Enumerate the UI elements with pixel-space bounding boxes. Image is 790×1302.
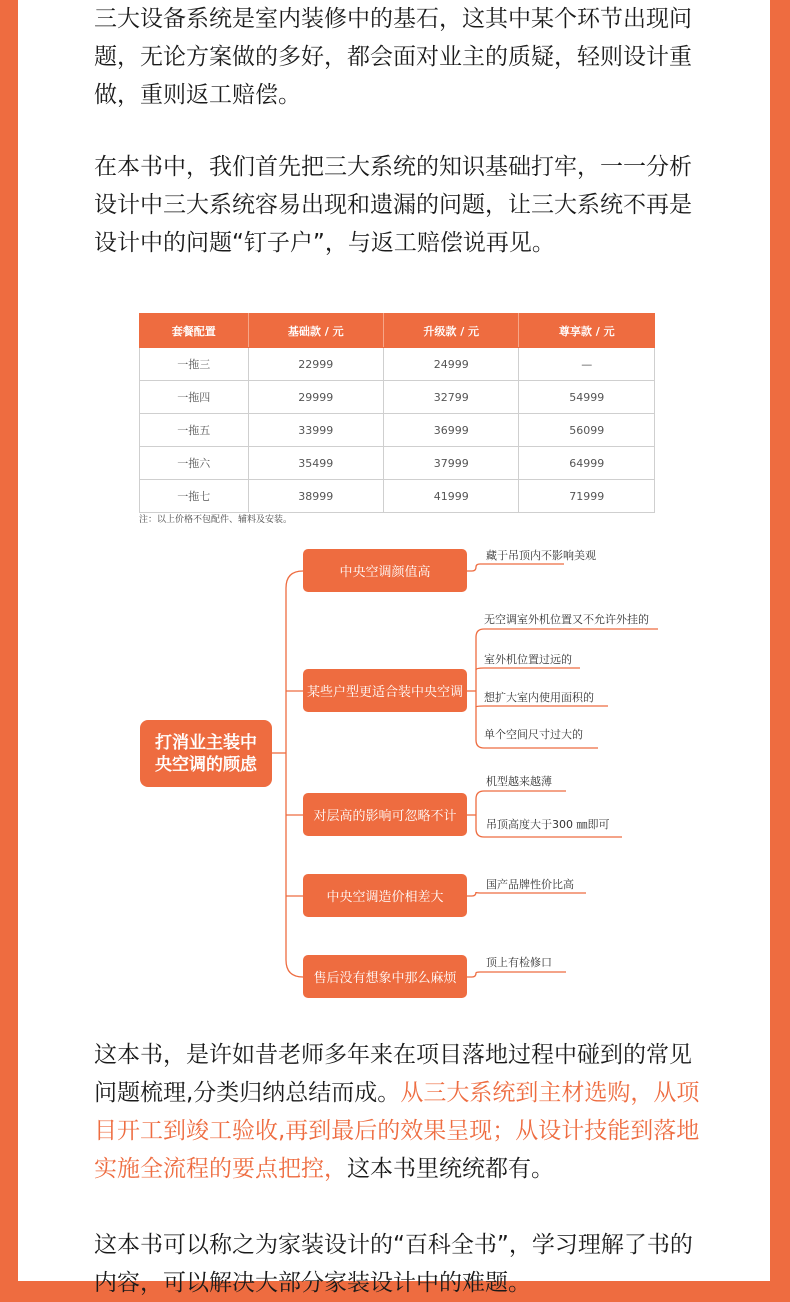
table-cell: 54999: [519, 381, 655, 414]
table-cell: 41999: [383, 480, 518, 513]
encyclopedia-paragraph: 这本书可以称之为家装设计的“百科全书”，学习理解了书的内容，可以解决大部分家装设计中的难题。: [94, 1232, 693, 1296]
table-cell: 22999: [248, 348, 383, 381]
mindmap-leaf: 顶上有检修口: [486, 956, 552, 969]
table-header: 升级款 / 元: [383, 314, 518, 348]
mindmap-branch-node: 中央空调造价相差大: [303, 874, 467, 917]
connector-line: [476, 629, 484, 748]
summary-text: 这本书，是许如昔老师多年来在项目落地过程中碰到的常见问题梳理,分类归纳总结而成。: [94, 1042, 692, 1106]
intro-paragraph: 三大设备系统是室内装修中的基石，这其中某个环节出现问题，无论方案做的多好，都会面对业主的质疑，轻则设计重做，重则返工赔偿。: [94, 6, 692, 108]
connector-line: [467, 564, 564, 571]
book-paragraph: 在本书中，我们首先把三大系统的知识基础打牢，一一分析设计中三大系统容易出现和遗漏的问题，让三大系统不再是设计中的问题“钉子户”，与返工赔偿说再见。: [94, 154, 692, 256]
connector-line: [467, 892, 586, 896]
mindmap-leaf: 国产品牌性价比高: [486, 878, 574, 891]
root-line-1: 打消业主装中: [155, 732, 257, 753]
connector-spine: [286, 571, 303, 977]
summary-highlight: 从三大系统到主材选购，从项目开工到竣工验收,再到最后的效果呈现；从设计技能到落地实施全流程的要点把控，: [94, 1080, 700, 1182]
table-cell: 37999: [383, 447, 518, 480]
table-cell: 36999: [383, 414, 518, 447]
mindmap-leaf: 吊顶高度大于300 ㎜即可: [486, 818, 610, 831]
table-header: 套餐配置: [140, 314, 249, 348]
mindmap-branch-node: 中央空调颜值高: [303, 549, 467, 592]
table-cell: 一拖三: [140, 348, 249, 381]
summary-text-end: 这本书里统统都有。: [347, 1156, 554, 1182]
mindmap-leaf: 无空调室外机位置又不允许外挂的: [484, 613, 649, 626]
mindmap-branch-node: 某些户型更适合装中央空调: [303, 669, 467, 712]
table-cell: 32799: [383, 381, 518, 414]
table-header: 基础款 / 元: [248, 314, 383, 348]
table-cell: —: [519, 348, 655, 381]
table-cell: 64999: [519, 447, 655, 480]
mindmap-root-node: [140, 720, 272, 787]
table-cell: 71999: [519, 480, 655, 513]
table-cell: 35499: [248, 447, 383, 480]
table-cell: 一拖四: [140, 381, 249, 414]
table-cell: 一拖七: [140, 480, 249, 513]
root-line-2: 央空调的顾虑: [155, 754, 257, 775]
mindmap-branch-node: 对层高的影响可忽略不计: [303, 793, 467, 836]
connector-line: [476, 706, 608, 707]
mindmap-branch-node: 售后没有想象中那么麻烦: [303, 955, 467, 998]
page-content: [18, 0, 770, 1296]
table-cell: 一拖五: [140, 414, 249, 447]
mindmap-leaf: 藏于吊顶内不影响美观: [486, 549, 596, 562]
mindmap-leaf: 室外机位置过远的: [484, 653, 572, 666]
mindmap-leaf: 机型越来越薄: [486, 775, 552, 788]
mindmap-leaf: 单个空间尺寸过大的: [484, 728, 583, 741]
table-cell: 24999: [383, 348, 518, 381]
table-cell: 56099: [519, 414, 655, 447]
table-header: 尊享款 / 元: [519, 314, 655, 348]
connector-line: [476, 791, 484, 837]
connector-line: [476, 668, 580, 670]
table-note: 注：以上价格不包配件、辅料及安装。: [139, 515, 293, 525]
table-cell: 33999: [248, 414, 383, 447]
table-cell: 29999: [248, 381, 383, 414]
table-cell: 38999: [248, 480, 383, 513]
mindmap-leaf: 想扩大室内使用面积的: [484, 691, 594, 704]
summary-paragraph: [94, 1036, 714, 1188]
connector-line: [467, 972, 566, 977]
table-cell: 一拖六: [140, 447, 249, 480]
